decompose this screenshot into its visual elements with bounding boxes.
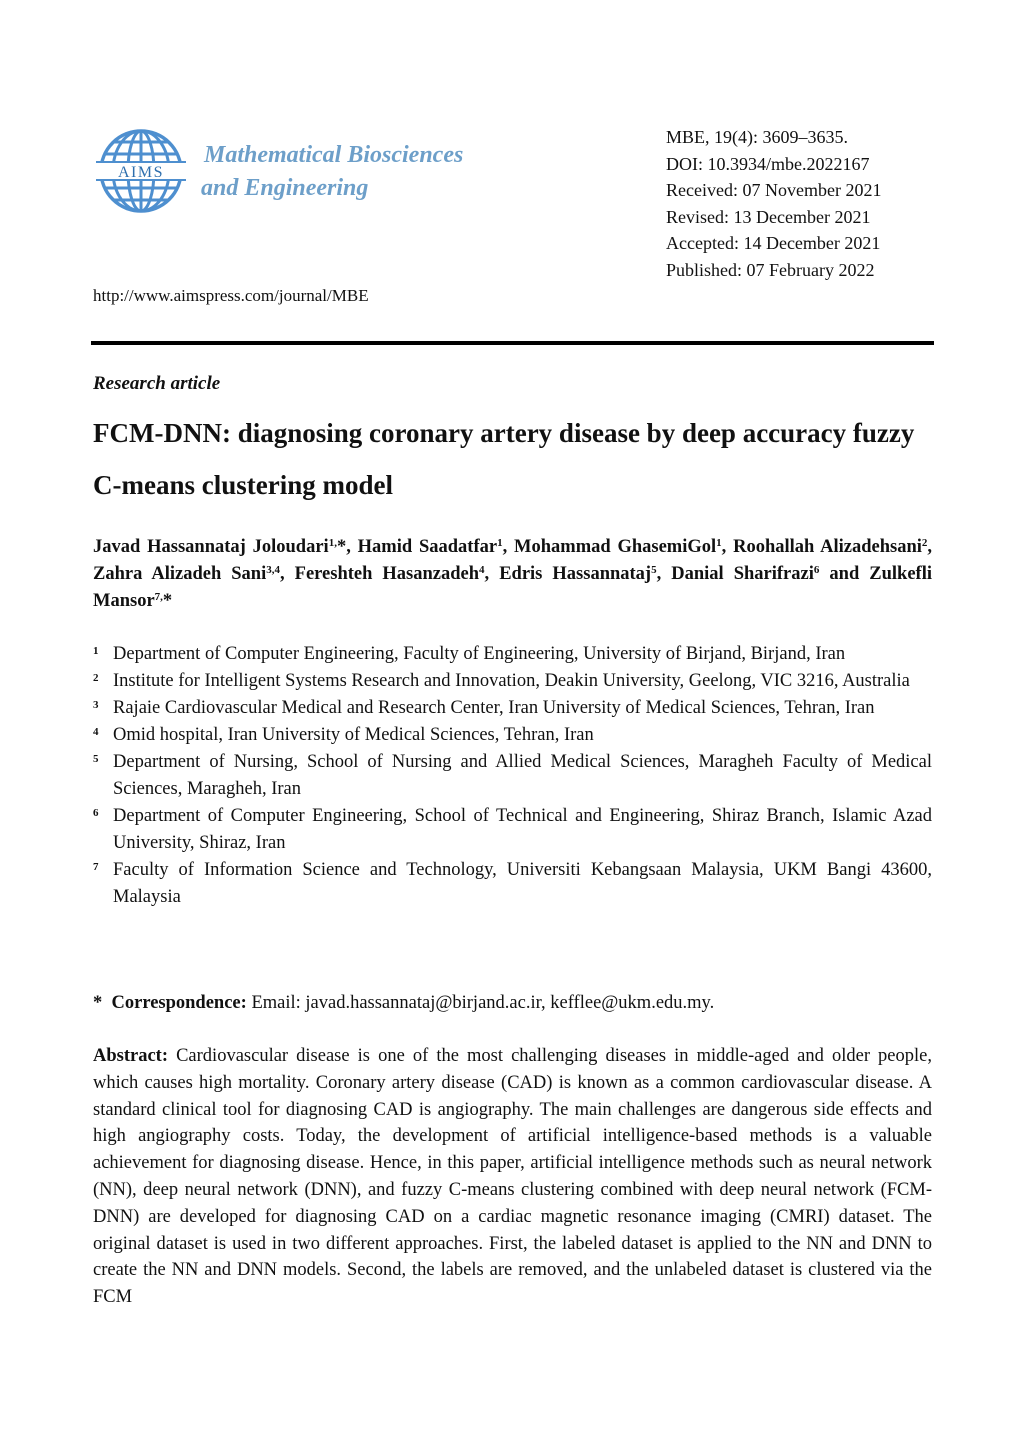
correspondence-label: Correspondence: [111, 993, 247, 1013]
doi[interactable]: DOI: 10.3934/mbe.2022167 [666, 153, 870, 174]
author-name: Roohallah Alizadehsani [733, 537, 922, 557]
affiliation-number: 5 [93, 753, 99, 765]
affiliation-number: 1 [93, 645, 99, 657]
affiliation-list [93, 641, 932, 911]
correspondence-marker: * [93, 993, 103, 1013]
article-meta [666, 124, 881, 284]
author-separator: , [346, 537, 358, 557]
author-name: Hamid Saadatfar [357, 537, 498, 557]
aims-logo [96, 128, 186, 214]
article-title: FCM-DNN: diagnosing coronary artery disease by deep accuracy fuzzy C-means clustering model [93, 418, 915, 500]
affiliation-text: Department of Nursing, School of Nursing and Allied Medical Sciences, Maragheh Faculty of Medical Sciences, Maragheh, Iran [113, 752, 932, 799]
author-affiliation-marker: 4 [479, 564, 485, 576]
aims-globe-icon [96, 128, 186, 214]
author-separator: , [721, 537, 734, 557]
affiliation-number: 6 [93, 807, 99, 819]
affiliation-item [93, 749, 932, 803]
author-affiliation-marker: 1 [497, 537, 503, 549]
affiliation-item [93, 668, 932, 695]
author-name: Fereshteh Hasanzadeh [294, 564, 480, 584]
author-name: Mohammad GhasemiGol [514, 537, 717, 557]
author-affiliation-marker: 3,4 [266, 564, 280, 576]
author-separator: , [656, 564, 672, 584]
author-affiliation-marker: 6 [813, 564, 820, 576]
abstract-text: Cardiovascular disease is one of the most challenging diseases in middle-aged and older people, which causes high mortality. Coronary artery disease (CAD) is known as a common cardiovascular disease. A standard clinical tool for diagnosing CAD is angiography. The main challenges are dangerous side effects and high angiography costs. Today, the development of artificial intelligence-based methods is a valuable achievement for diagnosing disease. Hence, in this paper, artificial intelligence methods such as neural network (NN), deep neural network (DNN), and fuzzy C-means clustering combined with deep neural network (FCM-DNN) are developed for diagnosing CAD on a cardiac magnetic resonance imaging (CMRI) dataset. The original dataset is used in two different approaches. First, the labeled dataset is applied to the NN and DNN to create the NN and DNN models. Second, the labels are removed, and the unlabeled dataset is clustered via the FCM [93, 1046, 932, 1308]
author-name: Edris Hassannataj [499, 564, 652, 584]
author-name: Zahra Alizadeh Sani [93, 564, 267, 584]
affiliation-text: Institute for Intelligent Systems Research and Innovation, Deakin University, Geelong, VIC 3216, Australia [113, 671, 910, 691]
author-separator: , [502, 537, 515, 557]
received-date: Received: 07 November 2021 [666, 180, 882, 201]
affiliation-item [93, 803, 932, 857]
affiliation-item [93, 695, 932, 722]
author-name: Javad Hassannataj Joloudari [93, 537, 329, 557]
accepted-date: Accepted: 14 December 2021 [666, 233, 881, 254]
affiliation-item [93, 857, 932, 911]
author-separator: and [819, 564, 870, 584]
author-separator: , [484, 564, 500, 584]
citation: MBE, 19(4): 3609–3635. [666, 127, 848, 147]
affiliation-number: 3 [93, 699, 99, 711]
abstract-label: Abstract: [93, 1046, 169, 1066]
journal-name-line2: and Engineering [201, 175, 369, 201]
author-separator: , [927, 537, 933, 557]
published-date: Published: 07 February 2022 [666, 259, 875, 280]
abstract [93, 1043, 932, 1311]
journal-url[interactable]: http://www.aimspress.com/journal/MBE [93, 286, 369, 305]
correspondence [93, 990, 932, 1017]
corresponding-author-marker: * [336, 537, 347, 557]
author-affiliation-marker: 1 [716, 537, 722, 549]
author-affiliation-marker: 1, [328, 537, 337, 549]
revised-date: Revised: 13 December 2021 [666, 206, 871, 227]
affiliation-item [93, 641, 932, 668]
affiliation-text: Faculty of Information Science and Technology, Universiti Kebangsaan Malaysia, UKM Bangi 43600, Malaysia [113, 860, 932, 907]
author-affiliation-marker: 5 [651, 564, 657, 576]
author-affiliation-marker: 7, [154, 591, 163, 603]
author-name: Danial Sharifrazi [671, 564, 814, 584]
header-divider [91, 341, 934, 345]
affiliation-number: 7 [93, 861, 99, 873]
author-separator: , [279, 564, 295, 584]
author-list [93, 534, 932, 615]
author-affiliation-marker: 2 [921, 537, 928, 549]
author-name: Zulkefli Mansor [93, 564, 932, 611]
affiliation-text: Rajaie Cardiovascular Medical and Research Center, Iran University of Medical Sciences, Tehran, Iran [113, 698, 875, 718]
affiliation-number: 4 [93, 726, 99, 738]
affiliation-text: Department of Computer Engineering, Faculty of Engineering, University of Birjand, Birjand, Iran [113, 644, 846, 664]
corresponding-author-marker: * [162, 591, 173, 611]
journal-name-line1: Mathematical Biosciences [204, 142, 464, 168]
affiliation-text: Omid hospital, Iran University of Medical Sciences, Tehran, Iran [113, 725, 594, 745]
affiliation-text: Department of Computer Engineering, School of Technical and Engineering, Shiraz Branch, Islamic Azad University, Shiraz, Iran [113, 806, 932, 853]
affiliation-item [93, 722, 932, 749]
article-type: Research article [93, 373, 221, 394]
affiliation-number: 2 [93, 672, 99, 684]
logo-text: AIMS [117, 164, 165, 181]
correspondence-email[interactable]: Email: javad.hassannataj@birjand.ac.ir, kefflee@ukm.edu.my. [246, 993, 715, 1013]
